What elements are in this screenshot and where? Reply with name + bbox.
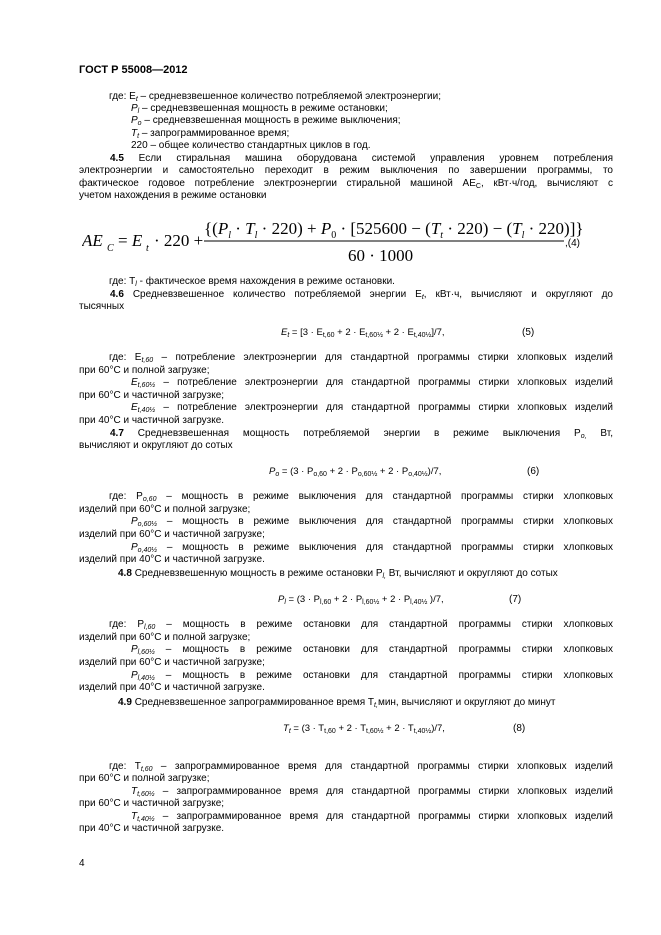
formula-4-denominator: 60 · 1000 [348,246,414,265]
where-line: изделий при 60°С и полной загрузке; [79,504,251,515]
where-line: $P_l$ – средневзвешенная мощность в режиме остановки; [131,103,388,115]
where-line: изделий при 60°С и полной загрузке; [79,632,251,643]
where-line: $P_{o,60\frac{1}{2}}$ – мощность в режиме выключения для стандартной программы стирки хлопковых [131,516,613,528]
where-line: $T_{t,40\frac{1}{2}}$ – запрограммированное время для стандартной программы стирки хлопковых изделий [131,811,613,823]
where-line: изделий при 40°С и частичной загрузке. [79,554,265,565]
where-line: $T_t$ – запрограммированное время; [131,128,290,140]
formula-7: $P_l = (3 \cdot P_{l,60} + 2 \cdot P_{l,60\frac{1}{2}} + 2 \cdot P_{l,40\frac{1}{2}}$ )/7, [278,594,444,606]
formula-4-graphic [82,210,602,272]
where-line: изделий при 60°С и частичной загрузке; [79,657,265,668]
formula-4-numerator: $\{(P_l \cdot T_l \cdot 220) + P_0 \cdot [525600 - (T_t \cdot 220) - (T_l \cdot 220)]\}$ [204,219,584,241]
where-line: $E_{t,60\frac{1}{2}}$ – потребление электроэнергии для стандартной программы стирки хлопковых изделий [131,377,613,389]
where-line: 220 – общее количество стандартных циклов в год. [131,140,371,151]
formula-4-eq-sub: t [146,243,149,254]
where-line: изделий при 40°С и частичной загрузке. [79,682,265,693]
section-4-5-line: фактическое годовое потребление электроэнергии стиральной машиной $AE_C$, кВт·ч/год, вычисляют с [79,178,613,190]
where-line: при 60°С и частичной загрузке; [79,390,225,401]
where-line: изделий при 60°С и частичной загрузке; [79,529,265,540]
where-line: где: $E_t$ – средневзвешенное количество потребляемой электроэнергии; [109,91,441,103]
formula-4-eq: = E [118,231,143,250]
where-line: $P_{o,40\frac{1}{2}}$ – мощность в режиме выключения для стандартной программы стирки хлопковых [131,542,613,554]
formula-6: $P_o = (3 \cdot P_{o,60} + 2 \cdot P_{o,60\frac{1}{2}} + 2 \cdot P_{o,40\frac{1}{2}})/7$, [269,466,442,478]
section-4-5-line: электроэнергии и самостоятельно переходит в режим выключения по завершении программы, то [79,165,613,176]
page-number: 4 [79,858,85,869]
section-4-9-line: 4.9 Средневзвешенное запрограммированное время $T_{t,}мин$, вычисляют и округляют до минут [118,697,556,709]
formula-7-number: (7) [509,594,522,605]
where-line: $P_o$ – средневзвешенная мощность в режиме выключения; [131,115,401,127]
formula-5-number: (5) [522,327,535,338]
where-line: где: $T_l$ - фактическое время нахождения в режиме остановки. [109,276,395,288]
where-line: $T_{t,60\frac{1}{2}}$ – запрограммированное время для стандартной программы стирки хлопковых изделий [131,786,613,798]
section-4-6-line: тысячных [79,301,125,312]
section-4-7-line: вычисляют и округляют до сотых [79,440,233,451]
formula-4 [82,210,602,272]
formula-4-lhs: AE [82,231,103,250]
section-4-8-line: 4.8 Средневзвешенную мощность в режиме остановки $P_{l,}$ Вт, вычисляют и округляют до сотых [118,568,558,580]
document-header: ГОСТ Р 55008—2012 [79,64,188,76]
where-line: где: $T_{t,60}$ – запрограммированное время для стандартной программы стирки хлопковых изделий [109,761,613,773]
where-line: $P_{l,40\frac{1}{2}}$ – мощность в режиме остановки для стандартной программы стирки хлопковых [131,670,613,682]
formula-5: $E_t = [3 \cdot E_{t,60} + 2 \cdot E_{t,60\frac{1}{2}} + 2 \cdot E_{t,40\frac{1}{2}}]/7$, [281,327,445,339]
where-line: $P_{l,60\frac{1}{2}}$ – мощность в режиме остановки для стандартной программы стирки хлопковых [131,644,613,656]
formula-4-lhs-sub: C [107,243,114,254]
where-line: $E_{t,40\frac{1}{2}}$ – потребление электроэнергии для стандартной программы стирки хлопковых изделий [131,402,613,414]
where-line: где: $P_{l,60}$ – мощность в режиме остановки для стандартной программы стирки хлопковых [109,619,614,631]
formula-4-term: · 220 + [154,231,204,250]
where-line: при 60°С и полной загрузке; [79,365,210,376]
where-line: при 60°С и полной загрузке; [79,773,210,784]
section-4-7-line: 4.7 Средневзвешенная мощность потребляемой энергии в режиме выключения $P_{o,}$ Вт, [110,428,613,440]
section-4-5-line: учетом нахождения в режиме остановки [79,190,267,201]
formula-4-number: ,(4) [565,238,580,249]
formula-8-number: (8) [513,723,526,734]
where-line: где: $E_{t,60}$ – потребление электроэнергии для стандартной программы стирки хлопковых изделий [109,352,613,364]
where-line: при 40°С и частичной загрузке. [79,415,225,426]
where-line: где: $P_{o,60}$ – мощность в режиме выключения для стандартной программы стирки хлопковых [109,491,613,503]
formula-6-number: (6) [527,466,540,477]
section-4-5-line: 4.5 Если стиральная машина оборудована системой управления уровнем потребления [110,153,614,164]
section-4-6-line: 4.6 Средневзвешенное количество потребляемой энергии $E_t$, кВт·ч, вычисляют и округляют до [110,289,613,301]
formula-8: $T_t = (3 \cdot T_{t,60} + 2 \cdot T_{t,60\frac{1}{2}} + 2 \cdot T_{t,40\frac{1}{2}})/7$, [283,723,445,735]
where-line: при 60°С и частичной загрузке; [79,798,225,809]
where-line: при 40°С и частичной загрузке. [79,823,225,834]
